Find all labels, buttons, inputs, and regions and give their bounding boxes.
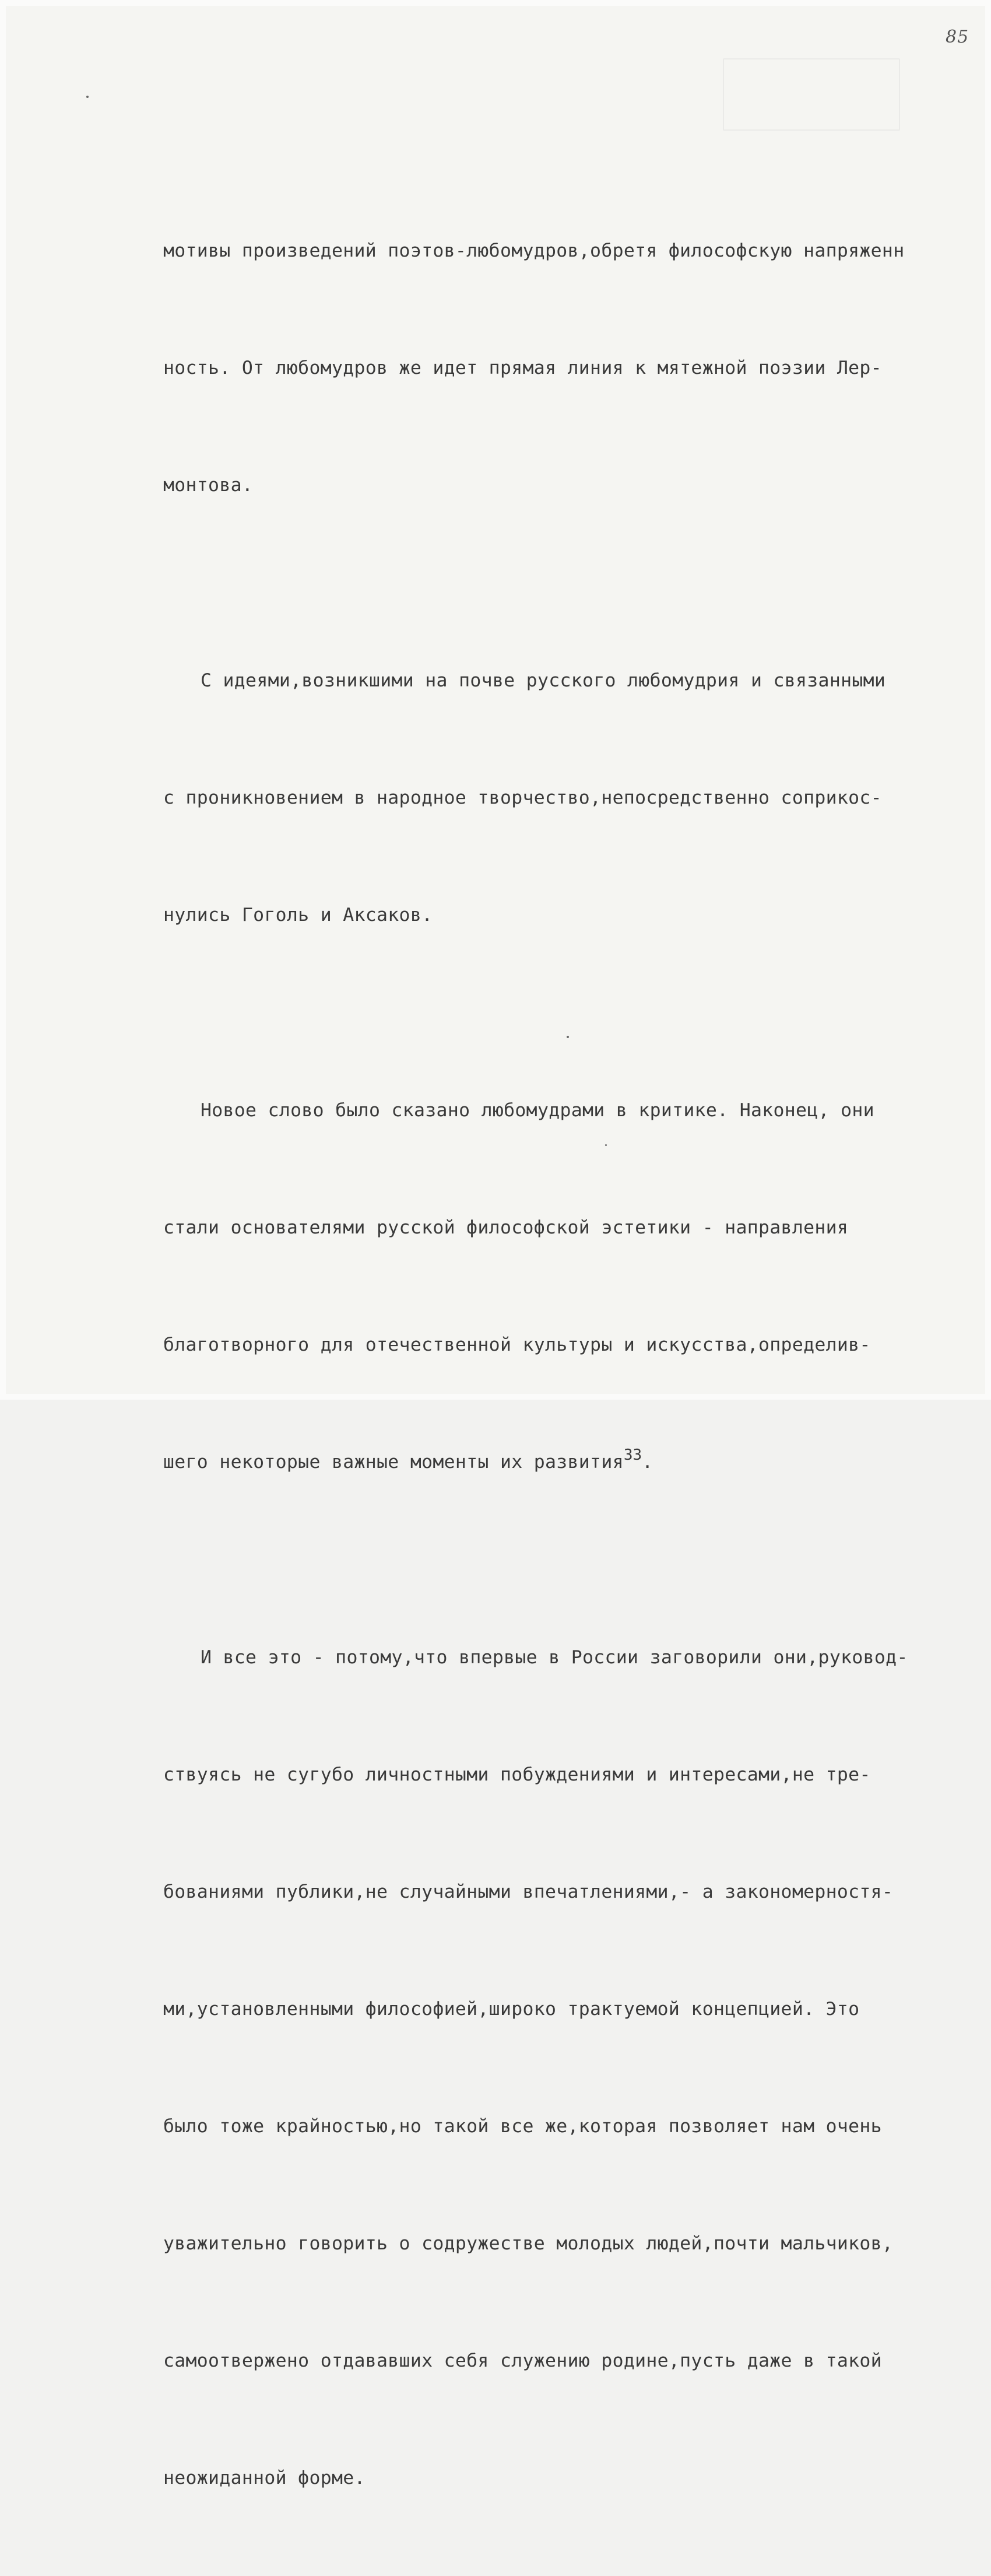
paper-speck bbox=[567, 1036, 569, 1038]
sentence-end: . bbox=[642, 1452, 653, 1473]
text-line: бованиями публики,не случайными впечатлениями,- а закономерностя- bbox=[163, 1881, 894, 1902]
text-line-body: шего некоторые важные моменты их развития bbox=[163, 1452, 624, 1473]
paper-speck bbox=[86, 96, 89, 98]
text-line: монтова. bbox=[163, 475, 254, 496]
text-line-with-footnote bbox=[163, 1443, 979, 1482]
text-line: ность. От любомудров же идет прямая линия к мятежной поэзии Лер- bbox=[163, 358, 882, 378]
text-line: ствуясь не сугубо личностными побуждениями и интересами,не тре- bbox=[163, 1764, 871, 1785]
text-line: самоотвержено отдававших себя служению родине,пусть даже в такой bbox=[163, 2350, 882, 2371]
text-line: С идеями,возникшими на почве русского любомудрия и связанными bbox=[201, 670, 886, 691]
page-number: 85 bbox=[946, 27, 969, 47]
text-line: И все это - потому,что впервые в России заговорили они,руковод- bbox=[201, 1647, 908, 1668]
text-line: стали основателями русской философской эстетики - направления bbox=[163, 1217, 849, 1238]
text-line: было тоже крайностью,но такой все же,которая позволяет нам очень bbox=[163, 2116, 882, 2137]
paper-speck bbox=[605, 1144, 607, 1146]
text-line: ми,установленными философией,широко трактуемой концепцией. Это bbox=[163, 1999, 860, 2020]
text-line: с проникновением в народное творчество,непосредственно соприкос- bbox=[163, 787, 882, 808]
text-line: неожиданной форме. bbox=[163, 2468, 366, 2489]
text-line: благотворного для отечественной культуры и искусства,определив- bbox=[163, 1334, 871, 1355]
typed-text-body bbox=[163, 114, 979, 2576]
text-line: нулись Гоголь и Аксаков. bbox=[163, 905, 433, 926]
text-line: уважительно говорить о содружестве молодых людей,почти мальчиков, bbox=[163, 2233, 894, 2254]
text-line: мотивы произведений поэтов-любомудров,обретя философскую напряженн bbox=[163, 240, 905, 261]
footnote-reference: 33 bbox=[623, 1446, 642, 1464]
text-line: Новое слово было сказано любомудрами в критике. Наконец, они bbox=[201, 1100, 874, 1121]
